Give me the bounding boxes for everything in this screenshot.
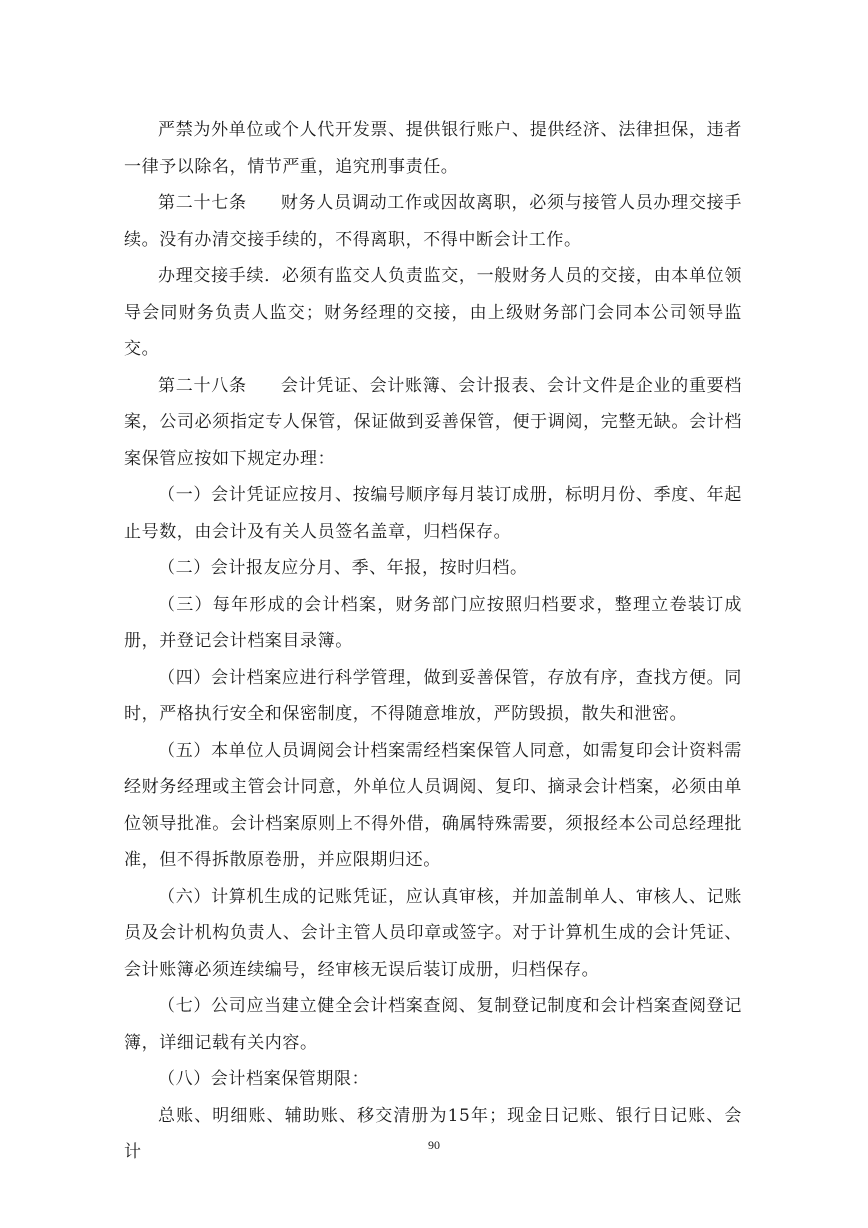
paragraph-article-27 — [124, 185, 742, 258]
paragraph-text: （七）公司应当建立健全会计档案查阅、复制登记制度和会计档案查阅登记簿，详细记载有关内容。 — [124, 996, 742, 1053]
paragraph-item-7 — [124, 988, 742, 1061]
paragraph-text: 严禁为外单位或个人代开发票、提供银行账户、提供经济、法律担保，违者一律予以除名，情节严重，追究刑事责任。 — [124, 120, 742, 177]
article-label: 第二十七条 — [158, 193, 247, 213]
paragraph-retention-periods — [124, 1098, 742, 1171]
page-number: 90 — [428, 1138, 440, 1152]
paragraph-text: （一）会计凭证应按月、按编号顺序每月装订成册，标明月份、季度、年起止号数，由会计及有关人员签名盖章，归档保存。 — [124, 485, 742, 542]
paragraph-text: （八）会计档案保管期限： — [158, 1069, 370, 1089]
paragraph-handover — [124, 258, 742, 368]
paragraph-text: （四）会计档案应进行科学管理，做到妥善保管，存放有序，查找方便。同时，严格执行安全和保密制度，不得随意堆放，严防毁损，散失和泄密。 — [124, 667, 742, 724]
paragraph-item-5 — [124, 733, 742, 879]
paragraph-text: （六）计算机生成的记账凭证，应认真审核，并加盖制单人、审核人、记账员及会计机构负责人、会计主管人员印章或签字。对于计算机生成的会计凭证、会计账簿必须连续编号，经审核无误后装订成册，归档保存。 — [124, 886, 742, 980]
paragraph-prohibition — [124, 112, 742, 185]
paragraph-item-4 — [124, 660, 742, 733]
document-body — [124, 112, 742, 1171]
article-label: 第二十八条 — [158, 375, 247, 396]
paragraph-article-28 — [124, 368, 742, 478]
paragraph-item-3 — [124, 587, 742, 660]
paragraph-text: 办理交接手续．必须有监交人负责监交，一般财务人员的交接，由本单位领导会同财务负责人监交；财务经理的交接，由上级财务部门会同本公司领导监交。 — [124, 266, 742, 359]
paragraph-text: 总账、明细账、辅助账、移交清册为15年；现金日记账、银行日记账、会计 — [124, 1105, 742, 1162]
paragraph-item-2 — [124, 550, 742, 587]
paragraph-item-6 — [124, 879, 742, 989]
paragraph-text: 会计凭证、会计账簿、会计报表、会计文件是企业的重要档案，公司必须指定专人保管，保证做到妥善保管，便于调阅，完整无缺。会计档案保管应按如下规定办理： — [124, 375, 742, 469]
paragraph-item-1 — [124, 477, 742, 550]
paragraph-text: 财务人员调动工作或因故离职，必须与接管人员办理交接手续。没有办清交接手续的，不得离职，不得中断会计工作。 — [124, 193, 742, 250]
paragraph-text: （五）本单位人员调阅会计档案需经档案保管人同意，如需复印会计资料需经财务经理或主管会计同意，外单位人员调阅、复印、摘录会计档案，必须由单位领导批准。会计档案原则上不得外借，确属特殊需要，须报经本公司总经理批准，但不得拆散原卷册，并应限期归还。 — [124, 740, 742, 870]
paragraph-text: （二）会计报友应分月、季、年报，按时归档。 — [158, 558, 528, 578]
paragraph-text: （三）每年形成的会计档案，财务部门应按照归档要求，整理立卷装订成册，并登记会计档案目录簿。 — [124, 594, 742, 651]
paragraph-item-8 — [124, 1061, 742, 1098]
